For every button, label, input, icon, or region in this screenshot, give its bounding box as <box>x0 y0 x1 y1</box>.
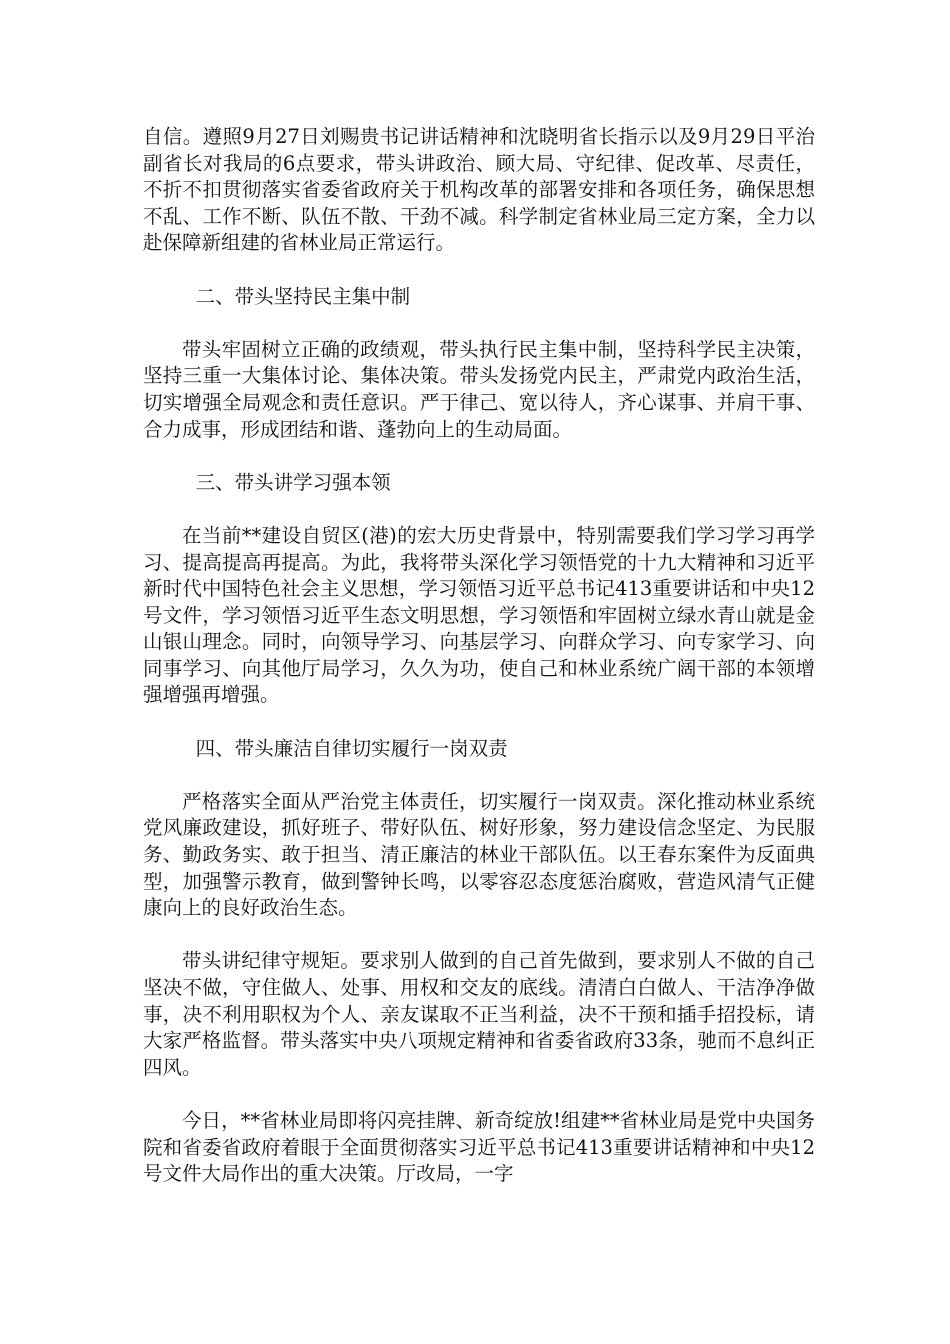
section-heading-4: 四、带头廉洁自律切实履行一岗双责 <box>195 736 508 760</box>
document-body <box>143 124 815 1214</box>
paragraph-study: 在当前**建设自贸区(港)的宏大历史背景中，特别需要我们学习学习再学习、提高提高再提高。为此，我将带头深化学习领悟党的十九大精神和习近平新时代中国特色社会主义思想，学习领悟习近平总书记413重要讲话和中央12号文件，学习领悟习近平生态文明思想，学习领悟和牢固树立绿水青山就是金山银山理念。同时，向领导学习、向基层学习、向群众学习、向专家学习、向同事学习、向其他厅局学习，久久为功，使自己和林业系统广阔干部的本领增强增强再增强。 <box>143 523 815 707</box>
paragraph-democratic-centralism: 带头牢固树立正确的政绩观，带头执行民主集中制，坚持科学民主决策，坚持三重一大集体讨论、集体决策。带头发扬党内民主，严肃党内政治生活，切实增强全局观念和责任意识。严于律己、宽以待人，齐心谋事、并肩干事、合力成事，形成团结和谐、蓬勃向上的生动局面。 <box>143 337 815 441</box>
section-heading-3: 三、带头讲学习强本领 <box>195 470 391 494</box>
paragraph-discipline: 带头讲纪律守规矩。要求别人做到的自己首先做到，要求别人不做的自己坚决不做，守住做人、处事、用权和交友的底线。清清白白做人、干洁净净做事，决不利用职权为个人、亲友谋取不正当利益，决不干预和插手招投标，请大家严格监督。带头落实中央八项规定精神和省委省政府33条，驰而不息纠正四风。 <box>143 949 815 1079</box>
paragraph-intro-continuation: 自信。遵照9月27日刘赐贵书记讲话精神和沈晓明省长指示以及9月29日平治副省长对我局的6点要求，带头讲政治、顾大局、守纪律、促改革、尽责任，不折不扣贯彻落实省委省政府关于机构改革的部署安排和各项任务，确保思想不乱、工作不断、队伍不散、干劲不减。科学制定省林业局三定方案，全力以赴保障新组建的省林业局正常运行。 <box>143 125 815 255</box>
paragraph-today: 今日，**省林业局即将闪亮挂牌、新奇绽放!组建**省林业局是党中央国务院和省委省政府着眼于全面贯彻落实习近平总书记413重要讲话精神和中央12号文件大局作出的重大决策。厅改局，一字 <box>143 1108 815 1186</box>
paragraph-integrity: 严格落实全面从严治党主体责任，切实履行一岗双责。深化推动林业系统党风廉政建设，抓好班子、带好队伍、树好形象，努力建设信念坚定、为民服务、勤政务实、敢于担当、清正廉洁的林业干部队伍。以王春东案件为反面典型，加强警示教育，做到警钟长鸣，以零容忍态度惩治腐败，营造风清气正健康向上的良好政治生态。 <box>143 789 815 920</box>
section-heading-2: 二、带头坚持民主集中制 <box>195 284 411 308</box>
